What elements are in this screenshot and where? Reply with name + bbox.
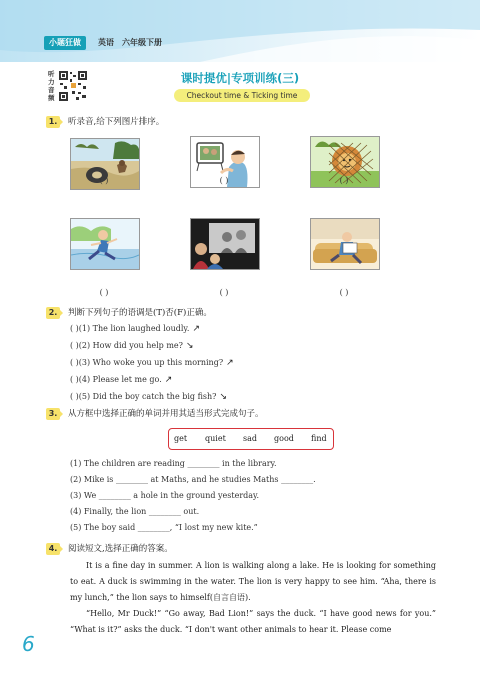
answer-blank-4[interactable]: ( ): [99, 288, 109, 297]
fill-blank-item: (4) Finally, the lion ________ out.: [70, 507, 200, 516]
rising-arrow-icon: ↗: [192, 324, 200, 334]
intonation-item: [70, 323, 200, 335]
judge-blank[interactable]: ( ): [70, 341, 79, 350]
boy-running-picture: [70, 218, 140, 270]
word-bank-word: sad: [243, 434, 257, 443]
section-2-instruction: 判断下列句子的语调是(T)否(F)正确。: [68, 308, 212, 318]
header-wave-decoration: [0, 0, 480, 62]
grade-label: 六年级下册: [122, 38, 162, 47]
falling-arrow-icon: ↘: [185, 341, 194, 351]
page-number: 6: [22, 632, 35, 656]
section-1-instruction: 听录音,给下列图片排序。: [68, 117, 165, 127]
sentence-text: (1) The lion laughed loudly.: [78, 324, 190, 333]
section-1-number: 1.: [46, 116, 60, 128]
section-3-number: 3.: [46, 408, 60, 420]
sentence-text: (4) Please let me go.: [78, 375, 162, 384]
section-3-instruction: 从方框中选择正确的单词并用其适当形式完成句子。: [68, 409, 264, 419]
fill-blank-item: (2) Mike is ________ at Maths, and he studies Maths ________.: [70, 475, 316, 484]
judge-blank[interactable]: ( ): [70, 375, 79, 384]
qr-code-icon[interactable]: [58, 70, 88, 102]
intonation-item: [70, 357, 234, 369]
rising-arrow-icon: ↗: [226, 358, 234, 368]
intonation-item: [70, 391, 227, 403]
section-2-number: 2.: [46, 307, 60, 319]
judge-blank[interactable]: ( ): [70, 324, 79, 333]
answer-blank-6[interactable]: ( ): [339, 288, 349, 297]
reading-paragraph: It is a fine day in summer. A lion is walking along a lake. He is looking for something to eat. A duck is swimming in the water. The lion is very happy to see him. “Aha, there is my lunch,” the lion says to himself(自言自语).: [70, 561, 436, 602]
word-bank-word: get: [174, 434, 188, 443]
sentence-text: (5) Did the boy catch the big fish?: [78, 392, 217, 401]
sentence-text: (3) Who woke you up this morning?: [78, 358, 224, 367]
falling-arrow-icon: ↘: [219, 392, 228, 402]
sentence-text: (2) How did you help me?: [78, 341, 183, 350]
rising-arrow-icon: ↗: [164, 375, 173, 385]
page-title: 课时提优|专项训练(三): [180, 71, 300, 85]
section-4-number: 4.: [46, 543, 60, 555]
series-tag: 小题狂做: [44, 36, 86, 50]
page-subtitle: Checkout time & Ticking time: [174, 89, 310, 102]
answer-blank-5[interactable]: ( ): [219, 288, 229, 297]
man-reading-on-sofa-picture: [310, 218, 380, 270]
reading-paragraph: “Hello, Mr Duck!” “Go away, Bad Lion!” says the duck. “I have good news for you.” “What is it?” asks the duck. “I don't want other animals to hear it. Please come: [70, 609, 436, 634]
people-in-cinema-picture: [190, 218, 260, 270]
word-bank-word: find: [311, 434, 327, 443]
fill-blank-item: (5) The boy said ________, “I lost my new kite.”: [70, 523, 258, 532]
subject-label: 英语: [98, 38, 114, 47]
section-4-instruction: 阅读短文,选择正确的答案。: [68, 544, 173, 554]
fill-blank-item: (1) The children are reading ________ in the library.: [70, 459, 277, 468]
listen-audio-label: 听力音频: [48, 70, 55, 102]
word-bank-word: quiet: [205, 434, 226, 443]
answer-blank-1[interactable]: ( ): [99, 176, 109, 185]
judge-blank[interactable]: ( ): [70, 392, 79, 401]
judge-blank[interactable]: ( ): [70, 358, 79, 367]
intonation-item: [70, 340, 194, 352]
answer-blank-2[interactable]: ( ): [219, 176, 229, 185]
answer-blank-3[interactable]: ( ): [339, 176, 349, 185]
fill-blank-item: (3) We ________ a hole in the ground yesterday.: [70, 491, 260, 500]
word-bank-word: good: [274, 434, 294, 443]
intonation-item: [70, 374, 172, 386]
